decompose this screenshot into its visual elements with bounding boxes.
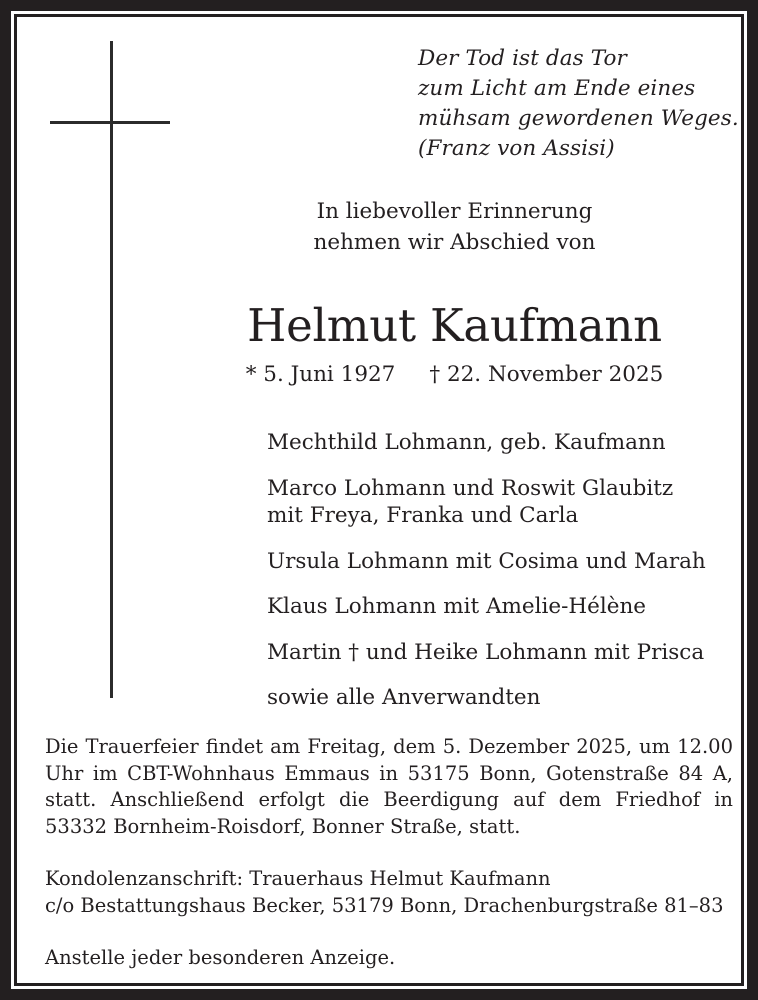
survivor-line: Martin † und Heike Lohmann mit Prisca <box>267 639 705 665</box>
survivor-line: Ursula Lohmann mit Cosima und Marah <box>267 548 706 574</box>
list-item <box>267 548 747 576</box>
quote-attribution: (Franz von Assisi) <box>418 136 615 161</box>
notice-frame-gap <box>11 11 747 989</box>
quote-line-2: zum Licht am Ende eines <box>418 76 696 101</box>
condolence-line-1: Kondolenzanschrift: Trauerhaus Helmut Kaufmann <box>45 867 551 890</box>
survivor-line: Marco Lohmann und Roswit Glaubitz <box>267 475 674 501</box>
list-item <box>267 684 747 712</box>
memorial-quote <box>418 44 738 164</box>
death-date: † 22. November 2025 <box>429 362 664 387</box>
intro-line-2: nehmen wir Abschied von <box>313 229 596 255</box>
cross-icon-horizontal-bar <box>50 121 170 124</box>
quote-line-3: mühsam gewordenen Weges. <box>418 106 739 131</box>
cross-icon-vertical-bar <box>110 41 113 698</box>
list-item <box>267 429 747 457</box>
instead-of-notice-text: Anstelle jeder besonderen Anzeige. <box>45 946 396 969</box>
survivor-line: sowie alle Anverwandten <box>267 685 541 710</box>
survivors-list <box>267 429 747 712</box>
survivor-line: Klaus Lohmann mit Amelie-Hélène <box>267 594 647 619</box>
birth-date: * 5. Juni 1927 <box>245 362 396 387</box>
condolence-address <box>45 866 733 919</box>
survivor-line: mit Freya, Franka und Carla <box>267 503 579 528</box>
deceased-dates <box>172 361 737 389</box>
memorial-intro <box>212 197 697 258</box>
notice-sheet <box>17 17 741 983</box>
list-item <box>267 639 747 667</box>
notice-footer <box>45 734 733 972</box>
intro-line-1: In liebevoller Erinnerung <box>316 199 593 224</box>
funeral-ceremony-details: Die Trauerfeier findet am Freitag, dem 5. Dezember 2025, um 12.00 Uhr im CBT-Wohnhaus Emmaus in 53175 Bonn, Gotenstraße 84 A, statt. Anschließend erfolgt die Beerdigung auf dem Friedhof in 53332 Bornheim-Roisdorf, Bonner Straße, statt. <box>45 735 733 838</box>
notice-frame-inner <box>14 14 744 986</box>
condolence-line-2: c/o Bestattungshaus Becker, 53179 Bonn, Drachenburgstraße 81–83 <box>45 893 724 917</box>
survivor-line: Mechthild Lohmann, geb. Kaufmann <box>267 430 666 455</box>
list-item <box>267 593 747 621</box>
quote-line-1: Der Tod ist das Tor <box>418 46 627 71</box>
deceased-name: Helmut Kaufmann <box>247 299 662 352</box>
list-item <box>267 475 747 530</box>
